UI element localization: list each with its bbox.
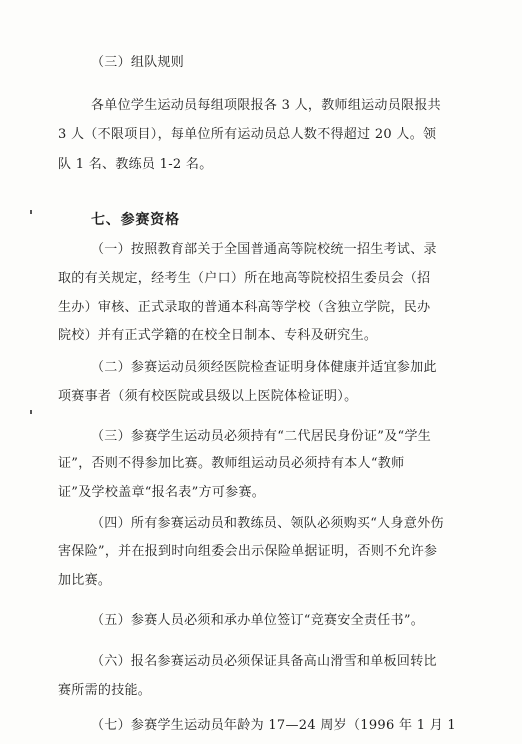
text-line: 3 人（不限项目），每单位所有运动员总人数不得超过 20 人。领 bbox=[58, 127, 437, 142]
text-line: 队 1 名、教练员 1-2 名。 bbox=[58, 157, 213, 172]
text-line: （三）参赛学生运动员必须持有“二代居民身份证”及“学生 bbox=[91, 429, 432, 444]
text-line: （二）参赛运动员须经医院检查证明身体健康并适宜参加此 bbox=[91, 360, 437, 375]
text-line: （四）所有参赛运动员和教练员、领队必须购买“人身意外伤 bbox=[91, 516, 444, 531]
subheading-team-rules: （三）组队规则 bbox=[91, 55, 185, 70]
text-line: 证”及学校盖章“报名表”方可参赛。 bbox=[58, 485, 266, 500]
text-line: （五）参赛人员必须和承办单位签订“竞赛安全责任书”。 bbox=[91, 613, 425, 628]
margin-mark bbox=[30, 210, 32, 214]
text-line: 赛所需的技能。 bbox=[58, 683, 152, 698]
text-line: 各单位学生运动员每组项限报各 3 人，教师组运动员限报共 bbox=[91, 98, 441, 113]
text-line: 取的有关规定，经考生（户口）所在地高等院校招生委员会（招 bbox=[58, 271, 431, 286]
section-heading-eligibility: 七、参赛资格 bbox=[91, 212, 180, 228]
text-line: 证”，否则不得参加比赛。教师组运动员必须持有本人“教师 bbox=[58, 456, 405, 471]
text-line: 项赛事者（须有校医院或县级以上医院体检证明）。 bbox=[58, 389, 358, 404]
text-line: 院校）并有正式学籍的在校全日制本、专科及研究生。 bbox=[58, 328, 378, 343]
text-line: （一）按照教育部关于全国普通高等院校统一招生考试、录 bbox=[91, 242, 437, 257]
text-line: 加比赛。 bbox=[58, 573, 112, 588]
text-line: （七）参赛学生运动员年龄为 17—24 周岁（1996 年 1 月 1 bbox=[91, 718, 457, 733]
margin-mark bbox=[30, 410, 32, 414]
text-line: 生办）审核、正式录取的普通本科高等学校（含独立学院，民办 bbox=[58, 300, 431, 315]
text-line: （六）报名参赛运动员必须保证具备高山滑雪和单板回转比 bbox=[91, 654, 437, 669]
text-line: 害保险”，并在报到时向组委会出示保险单据证明，否则不允许参 bbox=[58, 544, 438, 559]
